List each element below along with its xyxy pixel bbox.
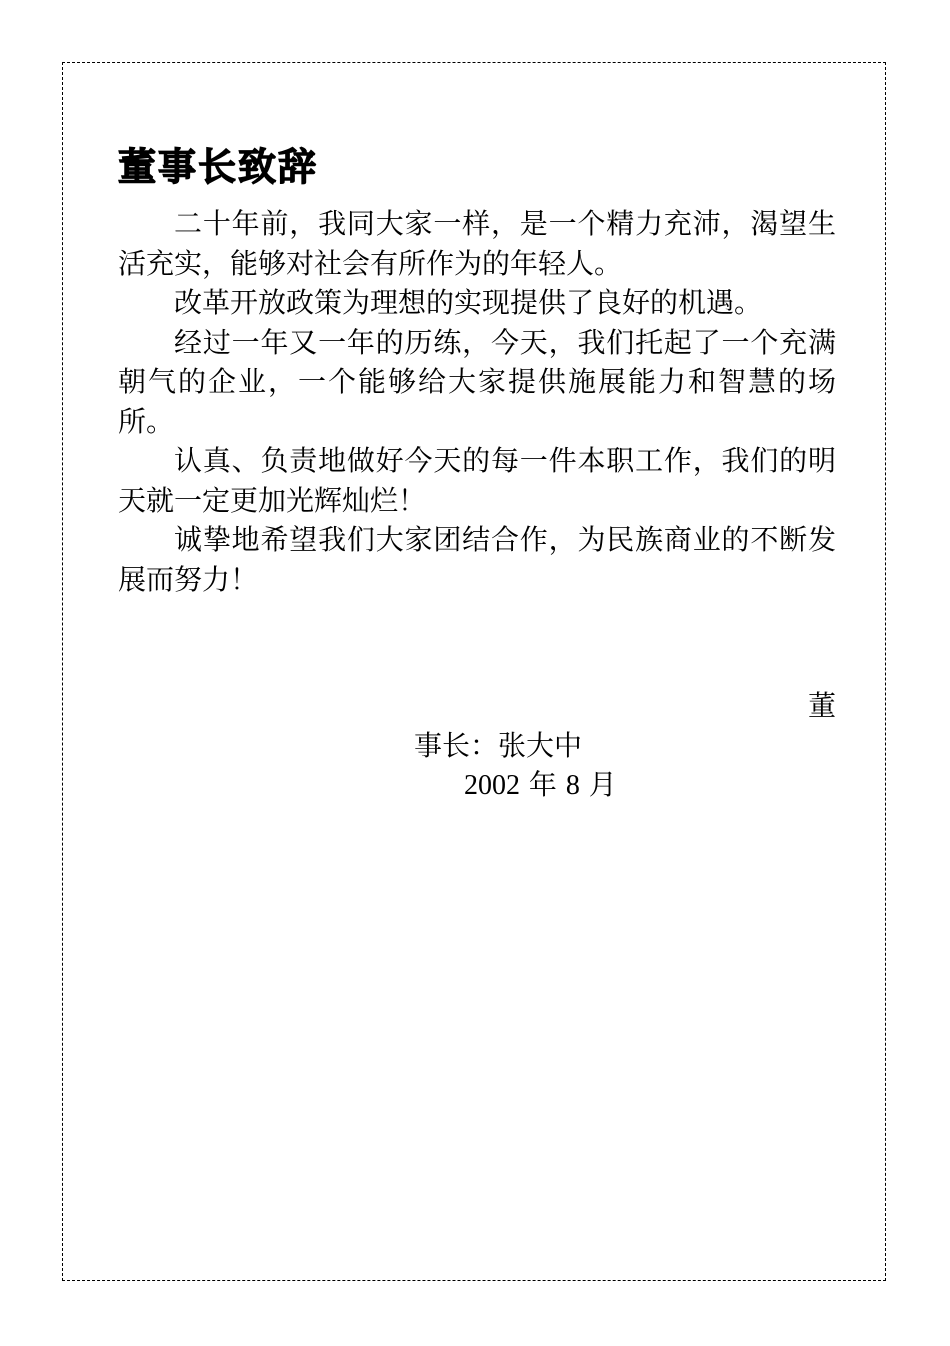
paragraph: 经过一年又一年的历练，今天，我们托起了一个充满朝气的企业，一个能够给大家提供施展能力和智慧的场所。 [118, 325, 836, 438]
paragraph: 改革开放政策为理想的实现提供了良好的机遇。 [174, 286, 763, 319]
letter-body [118, 204, 836, 599]
paragraph: 认真、负责地做好今天的每一件本职工作，我们的明天就一定更加光辉灿烂！ [118, 444, 836, 517]
signature-date [464, 765, 617, 806]
date-year-unit: 年 [528, 768, 557, 801]
letter-title: 董事长致辞 [118, 145, 319, 189]
date-month: 8 [565, 770, 580, 801]
paragraph: 二十年前，我同大家一样，是一个精力充沛，渴望生活充实，能够对社会有所作为的年轻人。 [118, 207, 836, 280]
date-year: 2002 [464, 770, 520, 801]
signature-line-2: 事长：张大中 [414, 729, 583, 762]
paragraph: 诚挚地希望我们大家团结合作，为民族商业的不断发展而努力！ [118, 523, 836, 596]
date-month-unit: 月 [588, 768, 617, 801]
signature-line-1: 董 [807, 689, 836, 722]
